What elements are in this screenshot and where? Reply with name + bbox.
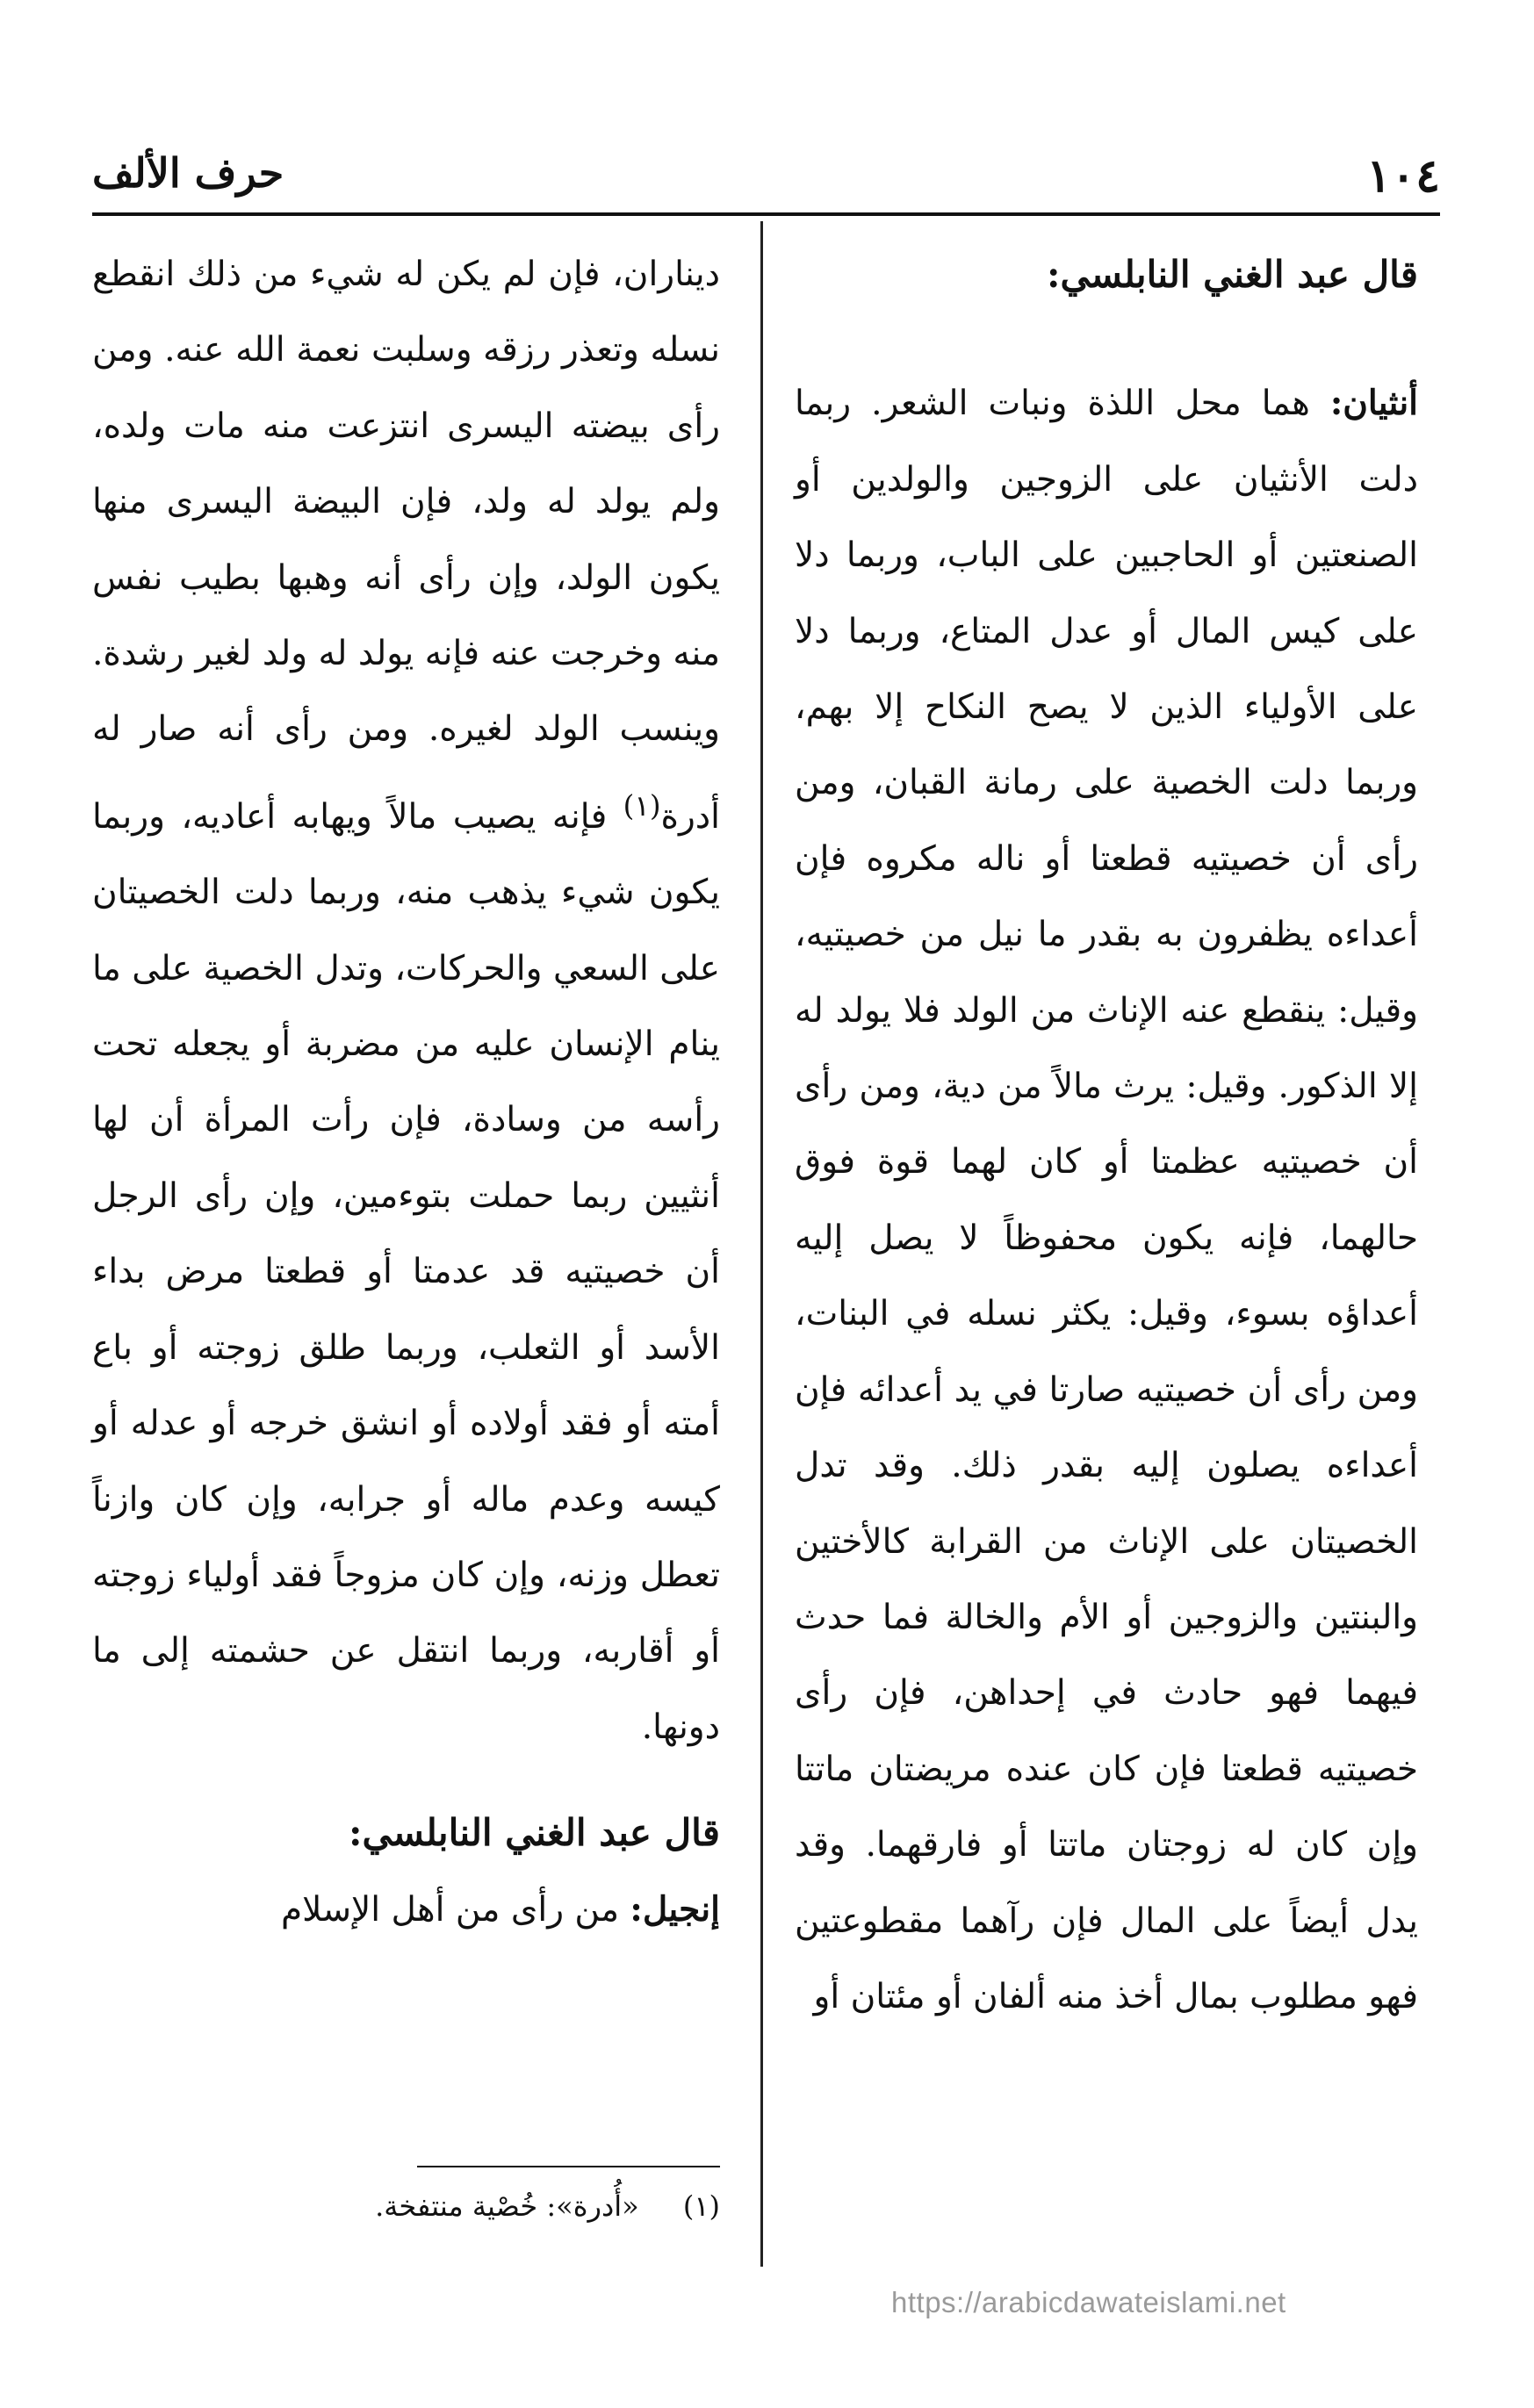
entry-term: إنجيل: <box>630 1888 720 1930</box>
right-column <box>795 237 1418 2035</box>
footnote-divider <box>417 2166 720 2167</box>
entry-text: هما محل اللذة ونبات الشعر. ربما دلت الأنثيان على الزوجين والولدين أو الصنعتين أو الحاجبين على الباب، وربما دلا على كيس المال أو عدل المتاع، وربما دلا على الأولياء الذين لا يصح النكاح إلا بهم، وربما دلت الخصية على رمانة القبان، ومن رأى أن خصيتيه قطعتا أو ناله مكروه فإن أعداءه يظفرون به بقدر ما نيل من خصيتيه، وقيل: ينقطع عنه الإناث من الولد فلا يولد له إلا الذكور. وقيل: يرث مالاً من دية، ومن رأى أن خصيتيه عظمتا أو كان لهما قوة فوق حالهما، فإنه يكون محفوظاً لا يصل إليه أعداؤه بسوء، وقيل: يكثر نسله في البنات، ومن رأى أن خصيتيه صارتا في يد أعدائه فإن أعداءه يصلون إليه بقدر ذلك. وقد تدل الخصيتان على الإناث من القرابة كالأختين والبنتين والزوجين أو الأم والخالة فما حدث فيهما فهو حادث في إحداهن، فإن رأى خصيتيه قطعتا فإن كان عنده مريضتان ماتتا وإن كان له زوجتان ماتتا أو فارقهما. وقد يدل أيضاً على المال فإن رآهما مقطوعتين فهو مطلوب بمال أخذ منه ألفان أو مئتان أو <box>795 384 1418 2016</box>
column-divider <box>760 221 763 2267</box>
page-header <box>92 149 1440 212</box>
continuation-paragraph <box>92 237 720 1765</box>
section-heading: قال عبد الغني النابلسي: <box>349 1811 720 1855</box>
continuation-text: ديناران، فإن لم يكن له شيء من ذلك انقطع نسله وتعذر رزقه وسلبت نعمة الله عنه. ومن رأى بيضته اليسرى انتزعت منه مات ولده، ولم يولد له ولد، فإن البيضة اليسرى منها يكون الولد، وإن رأى أنه وهبها بطيب نفس منه وخرجت عنه فإنه يولد له ولد لغير رشدة. وينسب الولد لغيره. ومن رأى أنه صار له أدرة <box>92 255 720 837</box>
page-number: ١٠٤ <box>1366 149 1440 203</box>
entry-text: من رأى من أهل الإسلام <box>280 1889 620 1930</box>
left-column <box>92 237 720 1948</box>
header-divider <box>92 212 1440 216</box>
section-heading: قال عبد الغني النابلسي: <box>1047 253 1418 296</box>
footnote-marker: (١) <box>623 788 661 823</box>
entry-paragraph <box>795 365 1418 2035</box>
footnote-text: «أُدرة»: خُصْية منتفخة. <box>375 2189 639 2223</box>
footnote <box>92 2184 720 2228</box>
footnote-number: (١) <box>682 2189 720 2223</box>
watermark-url: https://arabicdawateislami.net <box>891 2286 1286 2318</box>
continuation-text: فإنه يصيب مالاً ويهابه أعاديه، وربما يكون شيء يذهب منه، وربما دلت الخصيتان على السعي والحركات، وتدل الخصية على ما ينام الإنسان عليه من مضربة أو يجعله تحت رأسه من وسادة، فإن رأت المرأة أن لها أنثيين ربما حملت بتوءمين، وإن رأى الرجل أن خصيتيه قد عدمتا أو قطعتا مرض بداء الأسد أو الثعلب، وربما طلق زوجته أو باع أمته أو فقد أولاده أو انشق خرجه أو عدله أو كيسه وعدم ماله أو جرابه، وإن كان وازناً تعطل وزنه، وإن كان مزوجاً فقد أولياء زوجته أو أقاربه، وربما انتقل عن حشمته إلى ما دونها. <box>92 796 720 1747</box>
entry-paragraph <box>92 1872 720 1948</box>
running-title: حرف الألف <box>92 149 284 197</box>
entry-term: أنثيان: <box>1329 383 1419 424</box>
